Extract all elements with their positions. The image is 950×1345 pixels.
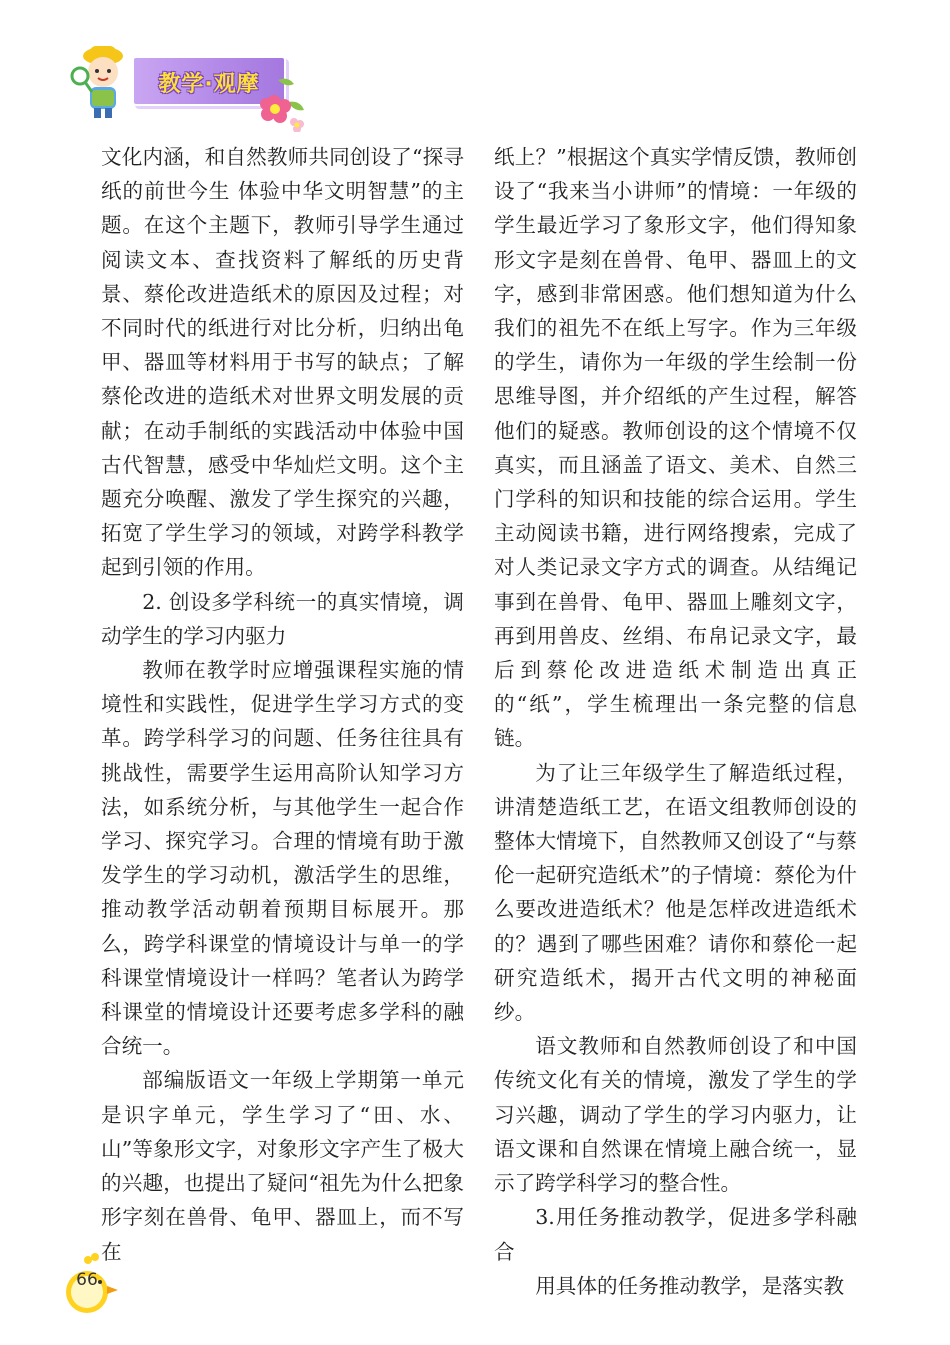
right-column bbox=[494, 140, 857, 1303]
paragraph: 教师在教学时应增强课程实施的情境性和实践性，促进学生学习方式的变革。跨学科学习的问题、任务往往具有挑战性，需要学生运用高阶认知学习方法，如系统分析，与其他学生一起合作学习、探究学习。合理的情境有助于激发学生的学习动机，激活学生的思维，推动教学活动朝着预期目标展开。那么，跨学科课堂的情境设计与单一的学科课堂情境设计一样吗？笔者认为跨学科课堂的情境设计还要考虑多学科的融合统一。 bbox=[101, 658, 464, 1059]
section-header bbox=[70, 40, 310, 120]
section-title: 教学·观摩 bbox=[158, 72, 260, 97]
paragraph: 部编版语文一年级上学期第一单元是识字单元，学生学习了“田、水、山”等象形文字，对象形文字产生了极大的兴趣，也提出了疑问“祖先为什么把象形字刻在兽骨、龟甲、器皿上，而不写在 bbox=[101, 1068, 464, 1264]
left-column bbox=[101, 140, 464, 1269]
page-number: 66 bbox=[76, 1270, 98, 1290]
boy-mascot-icon bbox=[70, 40, 140, 120]
paragraph: 为了让三年级学生了解造纸过程，讲清楚造纸工艺，在语文组教师创设的整体大情境下，自然教师又创设了“与蔡伦一起研究造纸术”的子情境：蔡伦为什么要改进造纸术？他是怎样改进造纸术的？遇到了哪些困难？请你和蔡伦一起研究造纸术，揭开古代文明的神秘面纱。 bbox=[494, 760, 857, 1025]
paragraph: 文化内涵，和自然教师共同创设了“探寻纸的前世今生 体验中华文明智慧”的主题。在这个主题下，教师引导学生通过阅读文本、查找资料了解纸的历史背景、蔡伦改进造纸术的原因及过程；对不同时代的纸进行对比分析，归纳出龟甲、器皿等材料用于书写的缺点；了解蔡伦改进的造纸术对世界文明发展的贡献；在动手制纸的实践活动中体验中国古代智慧，感受中华灿烂文明。这个主题充分唤醒、激发了学生探究的兴趣，拓宽了学生学习的领域，对跨学科教学起到引领的作用。 bbox=[101, 145, 464, 580]
paragraph: 语文教师和自然教师创设了和中国传统文化有关的情境，激发了学生的学习兴趣，调动了学生的学习内驱力，让语文课和自然课在情境上融合统一，显示了跨学科学习的整合性。 bbox=[494, 1034, 857, 1196]
section-heading: 2. 创设多学科统一的真实情境，调动学生的学习内驱力 bbox=[101, 589, 464, 648]
flower-decoration-icon bbox=[248, 72, 308, 132]
paragraph: 用具体的任务推动教学，是落实教 bbox=[535, 1273, 845, 1298]
paragraph: 纸上？”根据这个真实学情反馈，教师创设了“我来当小讲师”的情境：一年级的学生最近学习了象形文字，他们得知象形文字是刻在兽骨、龟甲、器皿上的文字，感到非常困惑。他们想知道为什么我们的祖先不在纸上写字。作为三年级的学生，请你为一年级的学生绘制一份思维导图，并介绍纸的产生过程，解答他们的疑惑。教师创设的这个情境不仅真实，而且涵盖了语文、美术、自然三门学科的知识和技能的综合运用。学生主动阅读书籍，进行网络搜索，完成了对人类记录文字方式的调查。从结绳记事到在兽骨、龟甲、器皿上雕刻文字，再到用兽皮、丝绢、布帛记录文字，最后到蔡伦改进造纸术制造出真正的“纸”，学生梳理出一条完整的信息链。 bbox=[494, 145, 857, 751]
section-heading: 3.用任务推动教学，促进多学科融合 bbox=[494, 1205, 857, 1264]
